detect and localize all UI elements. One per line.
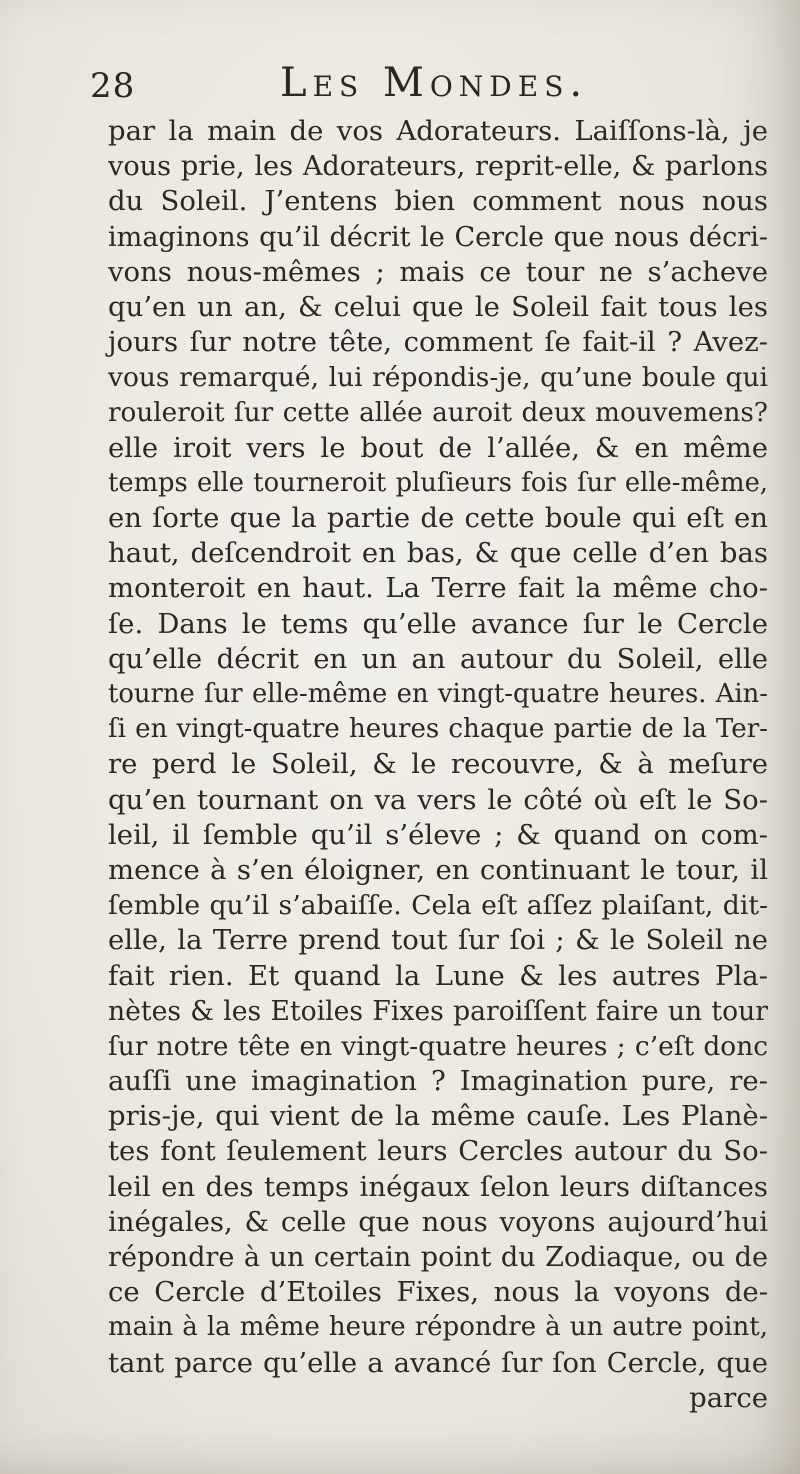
text-line: répondre à un certain point du Zodiaque, ou de [108,1242,768,1273]
text-line: main à la même heure répondre à un autre point, [108,1312,768,1343]
text-line: imaginons qu’il décrit le Cercle que nous décri- [108,221,768,253]
text-line: du Soleil. J’entens bien comment nous nous [108,185,768,218]
page-number: 28 [90,66,136,106]
text-line: fait rien. Et quand la Lune & les autres Pla- [108,959,768,992]
body-text [108,114,768,1416]
text-line: rouleroit ſur cette allée auroit deux mouvemens? [108,397,768,428]
text-line: elle iroit vers le bout de l’allée, & en même [108,431,768,464]
text-line: jours ſur notre tête, comment ſe fait-il ? Avez- [108,326,768,359]
text-line: ſi en vingt-quatre heures chaque partie de la Ter- [108,714,768,745]
text-line: tourne ſur elle-même en vingt-quatre heures. Ain- [108,679,768,709]
text-line: pris-je, qui vient de la même cauſe. Les Planè- [108,1100,768,1133]
text-line: vous prie, les Adorateurs, reprit-elle, & parlons [108,151,768,183]
text-line: vous remarqué, lui répondis-je, qu’une boule qui [108,362,768,394]
text-line: re perd le Soleil, & le recouvre, & à meſure [108,748,768,781]
text-line: qu’elle décrit en un an autour du Soleil, elle [108,642,768,675]
text-line: elle, la Terre prend tout ſur ſoi ; & le Soleil ne [108,924,768,957]
text-line: vons nous-mêmes ; mais ce tour ne s’acheve [108,255,768,288]
text-line: qu’en tournant on va vers le côté où eſt le So- [108,783,768,816]
running-head: Les Mondes. [280,60,589,106]
text-line: par la main de vos Adorateurs. Laiſſons-là, je [108,115,768,147]
text-line: qu’en un an, & celui que le Soleil fait tous les [108,290,768,323]
text-line: tes font ſeulement leurs Cercles autour du So- [108,1135,768,1168]
text-line: leil, il ſemble qu’il s’éleve ; & quand on com- [108,818,768,851]
text-line: tant parce qu’elle a avancé ſur ſon Cercle, que [108,1346,768,1379]
text-line: inégales, & celle que nous voyons aujourd’hui [108,1205,768,1238]
catchword: parce [689,1381,768,1414]
text-line: mence à s’en éloigner, en continuant le tour, il [108,853,768,886]
text-line: monteroit en haut. La Terre fait la même cho- [108,572,768,605]
text-line: haut, deſcendroit en bas, & que celle d’en bas [108,537,768,570]
text-line: en ſorte que la partie de cette boule qui eſt en [108,502,768,535]
text-line: temps elle tourneroit pluſieurs fois ſur elle-même, [108,467,768,498]
text-line: ce Cercle d’Etoiles Fixes, nous la voyons de- [108,1276,768,1309]
text-line: ſe. Dans le tems qu’elle avance ſur le Cercle [108,607,768,640]
text-line: leil en des temps inégaux ſelon leurs diſtances [108,1170,768,1203]
text-line: ſemble qu’il s’abaiſſe. Cela eſt aſſez plaiſant, dit- [108,890,768,922]
page-header [90,60,760,116]
text-line: nètes & les Etoiles Fixes paroiſſent faire un tour [108,995,768,1027]
text-line: auſſi une imagination ? Imagination pure, re- [108,1065,768,1098]
text-line: ſur notre tête en vingt-quatre heures ; c’eſt donc [108,1030,768,1062]
